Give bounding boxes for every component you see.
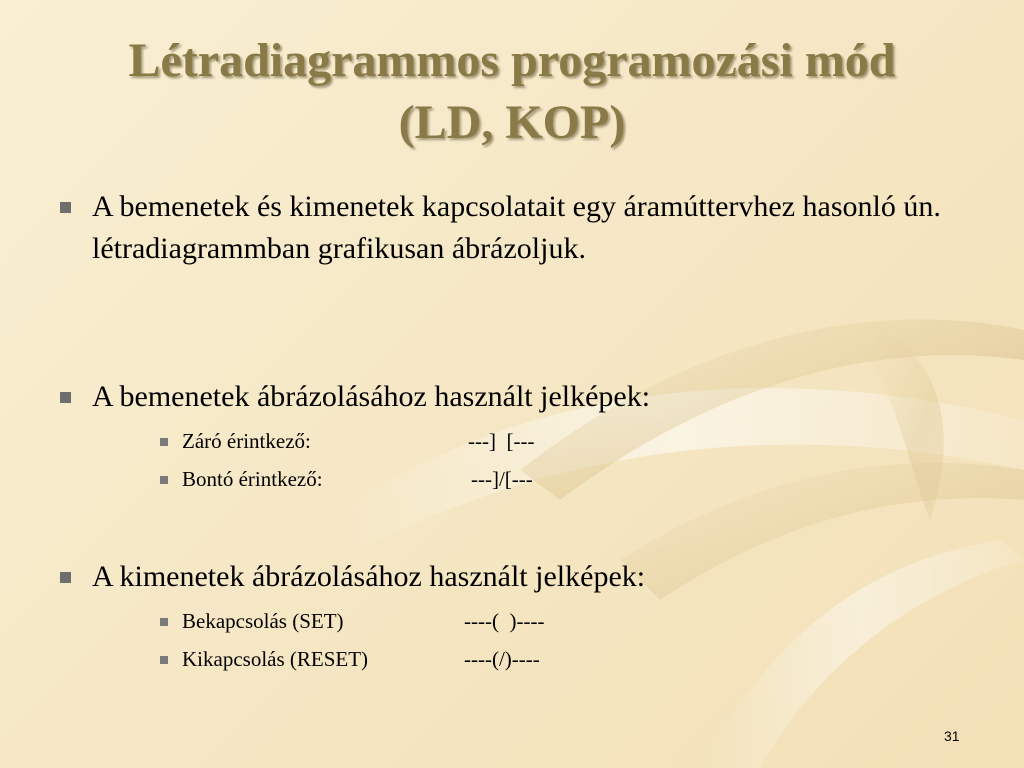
slide-title-line-1: Létradiagrammos programozási mód — [128, 34, 896, 87]
bullet-item — [60, 556, 960, 598]
square-sub-bullet-icon — [160, 656, 168, 664]
ladder-symbol: ---]/[--- — [471, 467, 533, 491]
bullet-text: A bemenetek és kimenetek kapcsolatait egy áramúttervhez hasonló ún. létradiagrammban grafikusan ábrázoljuk. — [92, 190, 941, 265]
ladder-symbol: ----(/)---- — [464, 647, 540, 671]
square-sub-bullet-icon — [160, 438, 168, 446]
square-sub-bullet-icon — [160, 618, 168, 626]
sub-bullet-label: Bekapcsolás (SET) — [182, 609, 344, 633]
sub-bullet-label: Kikapcsolás (RESET) — [182, 647, 369, 671]
square-bullet-icon — [60, 202, 71, 213]
bullet-item — [60, 186, 960, 270]
ladder-symbol: ----( )---- — [464, 609, 545, 633]
bullet-text: A kimenetek ábrázolásához használt jelképek: — [92, 560, 646, 593]
slide-title — [0, 30, 1024, 154]
square-bullet-icon — [60, 392, 71, 403]
bullet-text: A bemenetek ábrázolásához használt jelképek: — [92, 380, 651, 413]
ladder-symbol: ---] [--- — [468, 429, 535, 453]
slide-number: 31 — [944, 728, 960, 744]
square-sub-bullet-icon — [160, 476, 168, 484]
bullet-item — [60, 376, 960, 418]
slide-title-line-2: (LD, KOP) — [398, 96, 626, 149]
sub-bullet-item — [160, 466, 533, 570]
sub-bullet-item — [160, 646, 540, 750]
sub-bullet-label: Bontó érintkező: — [182, 467, 323, 491]
square-bullet-icon — [60, 572, 71, 583]
sub-bullet-label: Záró érintkező: — [182, 429, 311, 453]
